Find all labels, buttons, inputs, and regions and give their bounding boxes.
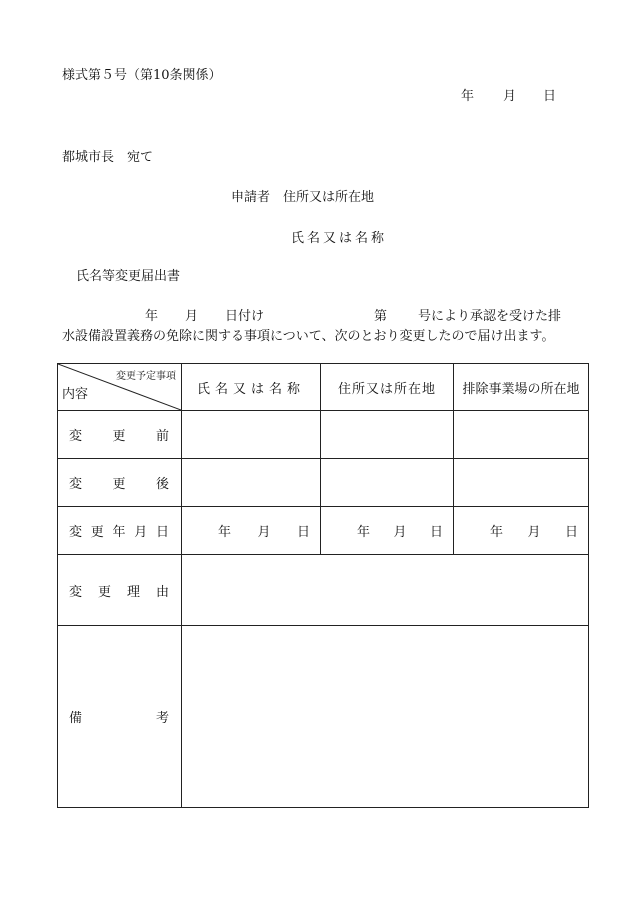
body-month: 月	[185, 309, 199, 324]
corner-bottom-label: 内容	[62, 387, 89, 402]
column-header-name: 氏名又は名称	[182, 364, 321, 411]
row-label-after	[58, 459, 182, 507]
date-month: 月	[393, 525, 407, 540]
label-char: 由	[155, 584, 169, 600]
label-char: 更	[90, 525, 104, 540]
label-char: 前	[155, 429, 169, 444]
row-remarks	[58, 626, 589, 808]
change-table	[57, 363, 589, 808]
label-char: 年	[112, 525, 126, 540]
body-date-suffix: 日付け	[225, 309, 265, 324]
header-date-day: 日	[543, 89, 557, 104]
after-name-cell[interactable]	[182, 459, 321, 507]
label-char: 日	[155, 525, 169, 540]
remarks-cell[interactable]	[182, 626, 589, 808]
date-month: 月	[257, 525, 271, 540]
form-number: 様式第５号（第10条関係）	[62, 68, 222, 83]
row-label-remarks	[58, 626, 182, 808]
label-char: 更	[112, 477, 126, 492]
date-day: 日	[296, 525, 310, 540]
reason-cell[interactable]	[182, 555, 589, 626]
corner-cell	[58, 364, 182, 411]
column-header-site: 排除事業場の所在地	[454, 364, 589, 411]
date-year: 年	[490, 525, 504, 540]
date-month: 月	[527, 525, 541, 540]
before-address-cell[interactable]	[321, 411, 454, 459]
body-line1-end: 号により承認を受けた排	[418, 309, 562, 324]
header-date-month: 月	[503, 89, 517, 104]
change-date-name-cell[interactable]	[182, 507, 321, 555]
row-after	[58, 459, 589, 507]
document-title: 氏名等変更届出書	[76, 269, 181, 284]
body-year: 年	[145, 309, 159, 324]
change-date-site-cell[interactable]	[454, 507, 589, 555]
addressee: 都城市長 宛て	[62, 150, 154, 165]
body-line-1	[62, 305, 582, 323]
body-number-prefix: 第	[374, 309, 388, 324]
before-site-cell[interactable]	[454, 411, 589, 459]
row-label-before	[58, 411, 182, 459]
label-char: 理	[126, 584, 140, 600]
change-date-address-cell[interactable]	[321, 507, 454, 555]
label-char: 変	[69, 477, 83, 492]
row-change-date	[58, 507, 589, 555]
after-address-cell[interactable]	[321, 459, 454, 507]
label-char: 考	[155, 711, 169, 726]
label-char: 変	[69, 584, 83, 600]
applicant-address-label: 申請者 住所又は所在地	[231, 190, 375, 205]
row-reason	[58, 555, 589, 626]
label-char: 変	[69, 525, 83, 540]
label-char: 変	[69, 429, 83, 444]
header-date-year: 年	[461, 89, 475, 104]
label-char: 更	[112, 429, 126, 444]
header-row	[58, 364, 589, 411]
label-char: 後	[155, 477, 169, 492]
date-year: 年	[218, 525, 232, 540]
row-label-reason	[58, 555, 182, 626]
after-site-cell[interactable]	[454, 459, 589, 507]
body-line-2: 水設備設置義務の免除に関する事項について、次のとおり変更したので届け出ます。	[62, 329, 555, 344]
corner-top-label: 変更予定事項	[116, 371, 176, 382]
row-before	[58, 411, 589, 459]
applicant-name-label: 氏名又は名称	[291, 231, 388, 246]
date-day: 日	[564, 525, 578, 540]
column-header-address: 住所又は所在地	[321, 364, 454, 411]
label-char: 更	[97, 584, 111, 600]
row-label-change-date	[58, 507, 182, 555]
before-name-cell[interactable]	[182, 411, 321, 459]
label-char: 備	[69, 711, 83, 726]
date-day: 日	[429, 525, 443, 540]
date-year: 年	[357, 525, 371, 540]
label-char: 月	[134, 525, 148, 540]
